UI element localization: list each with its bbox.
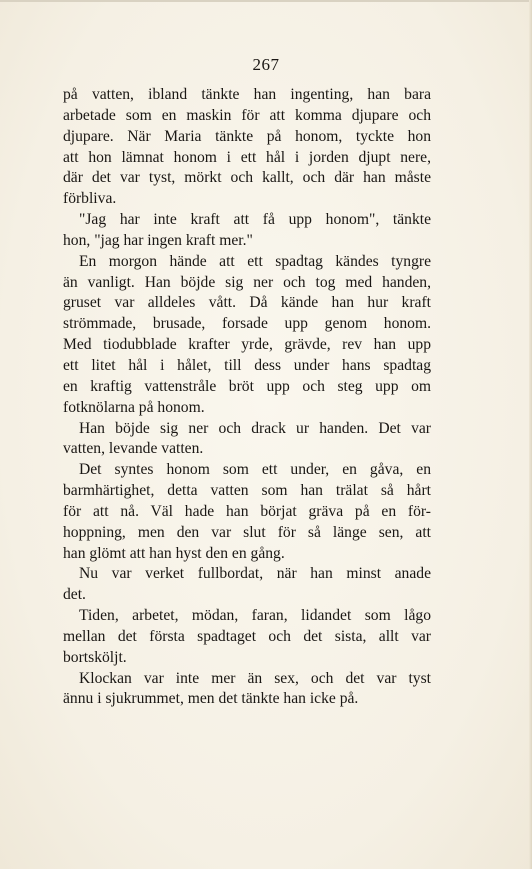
paragraph <box>63 669 431 711</box>
text-line: vatten, levande vatten. <box>63 440 204 458</box>
text-line: Med tiodubblade krafter yrde, grävde, rev han upp <box>63 336 431 354</box>
text-line: hoppning, men den var slut för så länge sen, att <box>63 523 431 541</box>
text-line: ett litet hål i hålet, till dess under hans spadtag <box>63 356 431 374</box>
text-line: att hon lämnat honom i ett hål i jorden djupt nere, <box>63 148 431 166</box>
paragraph <box>63 606 431 669</box>
paragraph <box>63 210 431 252</box>
text-line: fotknölarna på honom. <box>63 398 205 416</box>
text-line: han glömt att han hyst den en gång. <box>63 544 285 562</box>
page-number: 267 <box>252 55 280 74</box>
text-line: Det syntes honom som ett under, en gåva, en <box>79 461 431 479</box>
text-line: hon, "jag har ingen kraft mer." <box>63 231 253 249</box>
text-line: än vanligt. Han böjde sig ner och tog med handen, <box>63 273 431 291</box>
text-line: Nu var verket fullbordat, när han minst anade <box>79 565 431 583</box>
text-line: ännu i sjukrummet, men det tänkte han icke på. <box>63 690 359 708</box>
paragraph <box>63 252 431 419</box>
text-line: Tiden, arbetet, mödan, faran, lidandet som lågo <box>79 607 431 625</box>
text-line: strömmade, brusade, forsade upp genom honom. <box>63 315 431 333</box>
text-line: "Jag har inte kraft att få upp honom", tänkte <box>79 211 431 229</box>
text-line: bortsköljt. <box>63 648 127 666</box>
paragraph <box>63 460 431 564</box>
text-line: en kraftig vattenstråle bröt upp och steg upp om <box>63 377 431 395</box>
text-line: arbetade som en maskin för att komma djupare och <box>63 106 431 124</box>
text-line: för att nå. Väl hade han börjat gräva på en för- <box>63 502 431 520</box>
text-line: En morgon hände att ett spadtag kändes tyngre <box>79 252 431 270</box>
paragraph <box>63 419 431 461</box>
text-line: mellan det första spadtaget och det sista, allt var <box>63 627 431 645</box>
text-line: gruset var alldeles vått. Då kände han hur kraft <box>63 294 431 312</box>
text-line: på vatten, ibland tänkte han ingenting, han bara <box>63 86 431 103</box>
paragraph <box>63 564 431 606</box>
text-line: Klockan var inte mer än sex, och det var tyst <box>79 669 431 687</box>
body-text <box>63 85 431 710</box>
paragraph <box>63 85 431 210</box>
text-line: där det var tyst, mörkt och kallt, och där han måste <box>63 169 431 187</box>
text-line: det. <box>63 586 86 604</box>
page-top-edge <box>0 0 532 2</box>
text-line: förbliva. <box>63 190 117 208</box>
text-line: djupare. När Maria tänkte på honom, tyckte hon <box>63 127 431 145</box>
text-line: barmhärtighet, detta vatten som han trälat så hårt <box>63 482 431 500</box>
text-line: Han böjde sig ner och drack ur handen. Det var <box>79 419 431 437</box>
